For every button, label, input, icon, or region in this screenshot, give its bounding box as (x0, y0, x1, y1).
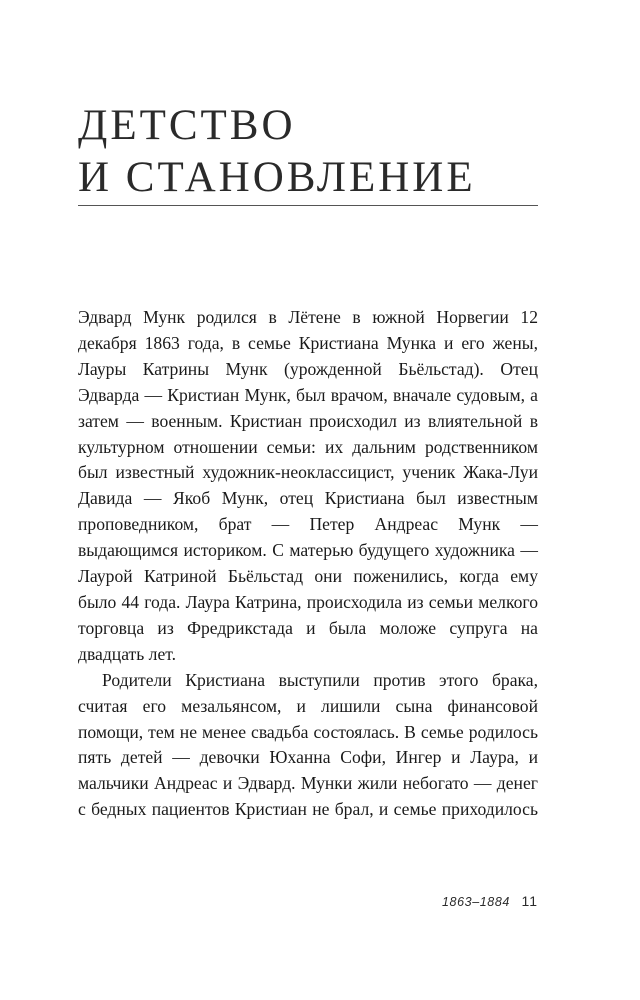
running-footer (0, 891, 538, 913)
chapter-title-line-1: ДЕТСТВО (78, 102, 296, 149)
chapter-title (78, 100, 548, 204)
page-number: 11 (521, 893, 538, 909)
paragraph-2: Родители Кристиана выступили против этого брака, считая его мезальянсом, и лишили сына финансовой помощи, тем не менее свадьба состоялась. В семье родилось пять детей — девочки Юханна Софи, Ингер и Лаура, и мальчики Андреас и Эдвард. Мунки жили небогато — денег с бедных пациентов Кристиан не брал, и семье приходилось (78, 669, 538, 820)
body-text (78, 305, 538, 823)
title-divider (78, 205, 538, 206)
chapter-title-line-2: И СТАНОВЛЕНИЕ (78, 154, 476, 201)
running-footer-years: 1863–1884 (441, 895, 510, 909)
paragraph-1: Эдвард Мунк родился в Лётене в южной Норвегии 12 декабря 1863 года, в семье Кристиана Мунка и его жены, Лауры Катрины Мунк (урожденной Бьёльстад). Отец Эдварда — Кристиан Мунк, был врачом, вначале судовым, а затем — военным. Кристиан происходил из влиятельной в культурном отношении семьи: их дальним родственником был известный художник-неоклассицист, ученик Жака-Луи Давида — Якоб Мунк, отец Кристиана был известным проповедником, брат — Петер Андреас Мунк — выдающимся историком. С матерью будущего художника — Лаурой Катриной Бьёльстад они поженились, когда ему было 44 года. Лаура Катрина, происходила из семьи мелкого торговца из Фредрикстада и была моложе супруга на двадцать лет. (78, 307, 538, 664)
